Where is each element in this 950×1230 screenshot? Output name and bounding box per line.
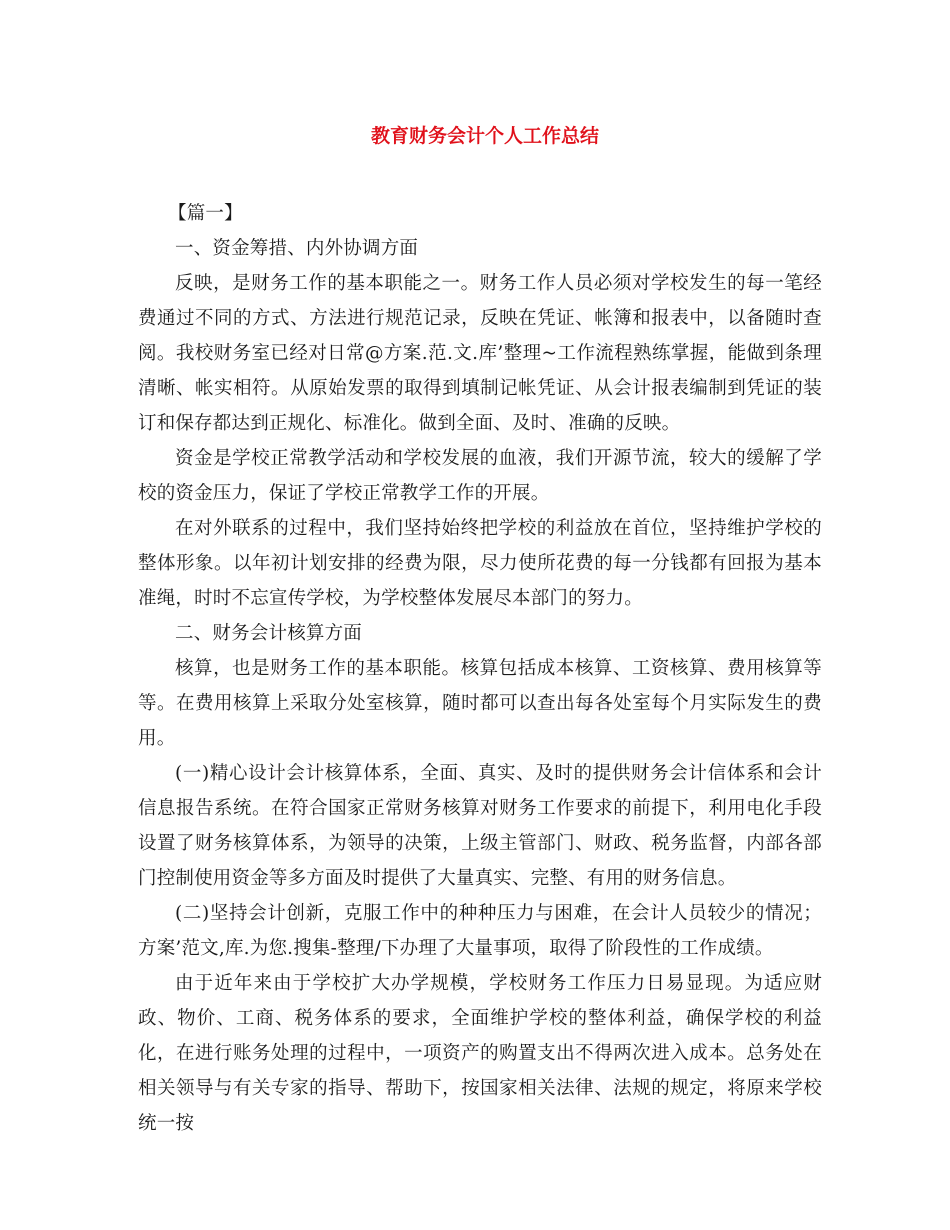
section-tag: 【篇一】 — [168, 203, 243, 224]
body-paragraph: 在对外联系的过程中，我们坚持始终把学校的利益放在首位，坚持维护学校的整体形象。以年初计划安排的经费为限，尽力使所花费的每一分钱都有回报为基本准绳，时时不忘宣传学校，为学校整体发展尽本部门的努力。 — [138, 518, 822, 609]
body-paragraph: 反映，是财务工作的基本职能之一。财务工作人员必须对学校发生的每一笔经费通过不同的方式、方法进行规范记录，反映在凭证、帐簿和报表中，以备随时查阅。我校财务室已经对日常@方案.范.文.库’整理~工作流程熟练掌握，能做到条理清晰、帐实相符。从原始发票的取得到填制记帐凭证、从会计报表编制到凭证的装订和保存都达到正规化、标准化。做到全面、及时、准确的反映。 — [138, 273, 822, 434]
section-heading: 一、资金筹措、内外协调方面 — [175, 238, 419, 259]
document-body — [138, 196, 822, 1141]
body-paragraph: (一)精心设计会计核算体系，全面、真实、及时的提供财务会计信体系和会计信息报告系统。在符合国家正常财务核算对财务工作要求的前提下，利用电化手段设置了财务核算体系，为领导的决策，上级主管部门、财政、税务监督，内部各部门控制使用资金等多方面及时提供了大量真实、完整、有用的财务信息。 — [138, 763, 822, 889]
body-paragraph: 资金是学校正常教学活动和学校发展的血液，我们开源节流，较大的缓解了学校的资金压力，保证了学校正常教学工作的开展。 — [138, 448, 822, 504]
body-paragraph: (二)坚持会计创新，克服工作中的种种压力与困难，在会计人员较少的情况；方案’范文,库.为您.搜集-整理/下办理了大量事项，取得了阶段性的工作成绩。 — [138, 903, 822, 959]
document-title: 教育财务会计个人工作总结 — [370, 125, 599, 147]
body-paragraph: 由于近年来由于学校扩大办学规模，学校财务工作压力日易显现。为适应财政、物价、工商、税务体系的要求，全面维护学校的整体利益，确保学校的利益化，在进行账务处理的过程中，一项资产的购置支出不得两次进入成本。总务处在相关领导与有关专家的指导、帮助下，按国家相关法律、法规的规定，将原来学校统一按 — [138, 973, 822, 1134]
body-paragraph: 核算，也是财务工作的基本职能。核算包括成本核算、工资核算、费用核算等等。在费用核算上采取分处室核算，随时都可以查出每各处室每个月实际发生的费用。 — [138, 658, 822, 749]
section-heading: 二、财务会计核算方面 — [175, 623, 363, 644]
